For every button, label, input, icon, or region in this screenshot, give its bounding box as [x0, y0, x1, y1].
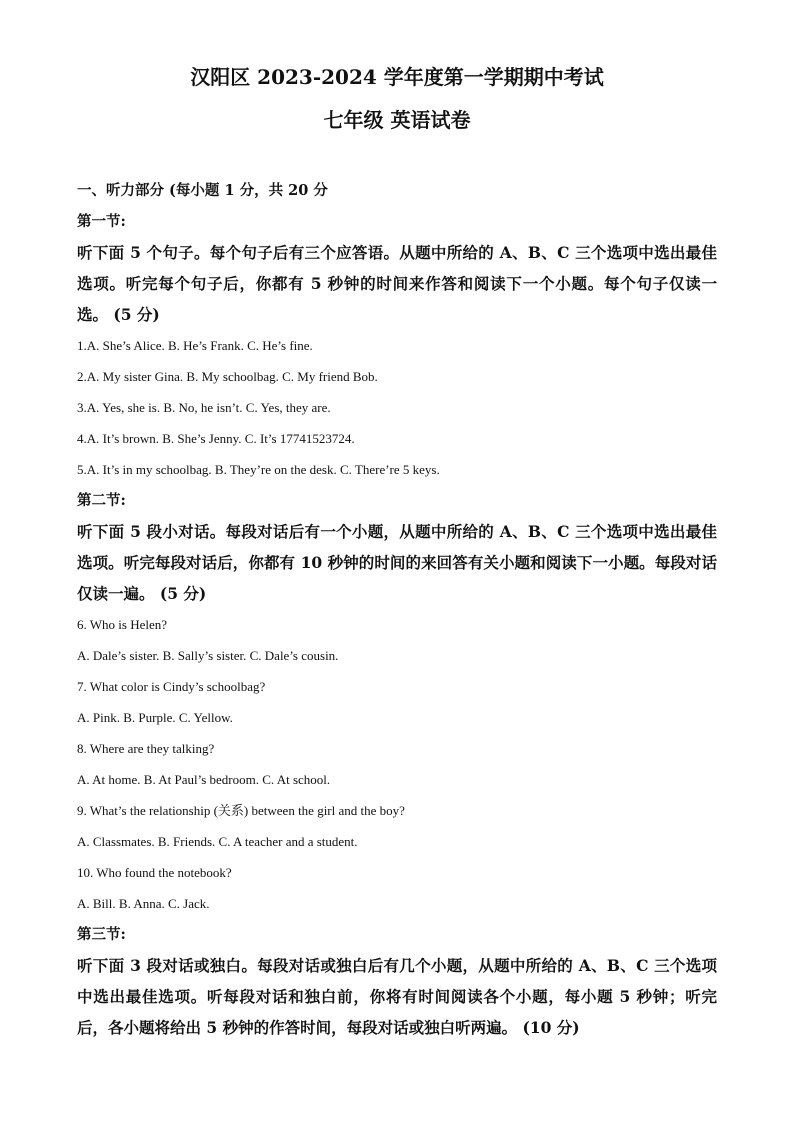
question-text: 9. What’s the relationship (关系) between the girl and the boy?: [77, 803, 405, 818]
question-item: 2.A. My sister Gina. B. My schoolbag. C. My friend Bob.: [77, 369, 378, 384]
listening-part: [77, 175, 717, 1043]
question-text: 6. Who is Helen?: [77, 617, 168, 632]
question-text: 8. Where are they talking?: [77, 741, 215, 756]
exam-subtitle: 七年级 英语试卷: [323, 108, 471, 132]
section2-instruction: 听下面 5 段小对话。每段对话后有一个小题，从题中所给的 A、B、C 三个选项中选出最佳选项。听完每段对话后，你都有 10 秒钟的时间的来回答有关小题和阅读下一小题。每段对话仅读一遍。 (5 分): [77, 522, 717, 603]
part-heading: 一、听力部分 (每小题 1 分，共 20 分: [77, 182, 328, 199]
question-text: 7. What color is Cindy’s schoolbag?: [77, 679, 266, 694]
section1-label: 第一节:: [77, 213, 126, 230]
question-options: A. Pink. B. Purple. C. Yellow.: [77, 710, 233, 725]
exam-title: 汉阳区 2023-2024 学年度第一学期期中考试: [190, 65, 604, 89]
question-options: A. Dale’s sister. B. Sally’s sister. C. Dale’s cousin.: [77, 648, 339, 663]
section3-label: 第三节:: [77, 926, 126, 943]
question-item: 4.A. It’s brown. B. She’s Jenny. C. It’s 17741523724.: [77, 431, 355, 446]
question-options: A. Classmates. B. Friends. C. A teacher and a student.: [77, 834, 358, 849]
question-options: A. At home. B. At Paul’s bedroom. C. At school.: [77, 772, 331, 787]
question-item: 5.A. It’s in my schoolbag. B. They’re on the desk. C. There’re 5 keys.: [77, 462, 440, 477]
section3-instruction: 听下面 3 段对话或独白。每段对话或独白后有几个小题，从题中所给的 A、B、C 三个选项中选出最佳选项。听每段对话和独白前，你将有时间阅读各个小题，每小题 5 秒钟；听完后，各小题将给出 5 秒钟的作答时间，每段对话或独白听两遍。 (10 分): [77, 956, 717, 1037]
section2-label: 第二节:: [77, 492, 126, 509]
question-item: 3.A. Yes, she is. B. No, he isn’t. C. Yes, they are.: [77, 400, 331, 415]
question-options: A. Bill. B. Anna. C. Jack.: [77, 896, 210, 911]
question-item: 1.A. She’s Alice. B. He’s Frank. C. He’s fine.: [77, 338, 313, 353]
question-text: 10. Who found the notebook?: [77, 865, 232, 880]
section1-instruction: 听下面 5 个句子。每个句子后有三个应答语。从题中所给的 A、B、C 三个选项中选出最佳选项。听完每个句子后，你都有 5 秒钟的时间来作答和阅读下一个小题。每个句子仅读一选。 (5 分): [77, 243, 717, 324]
